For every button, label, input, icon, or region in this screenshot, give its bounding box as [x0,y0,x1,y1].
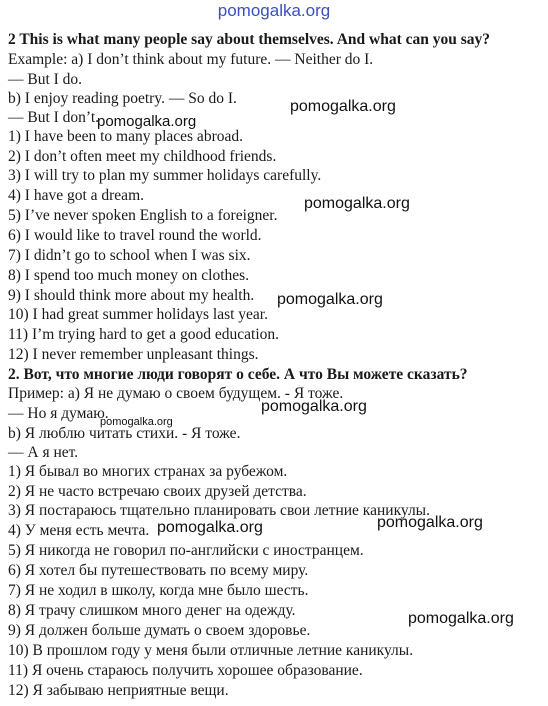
watermark: pomogalka.org [277,291,383,308]
russian-item: 5) Я никогда не говорил по-английски с иностранцем. [8,542,364,559]
watermark: pomogalka.org [304,195,410,212]
russian-heading: 2. Вот, что многие люди говорят о себе. А что Вы можете сказать? [8,366,468,383]
russian-example-line: Пример: а) Я не думаю о своем будущем. - Я тоже. [8,385,344,402]
english-example-line: b) I enjoy reading poetry. — So do I. [8,90,237,107]
english-item: 6) I would like to travel round the world. [8,227,262,244]
english-item: 1) I have been to many places abroad. [8,128,243,145]
watermark: pomogalka.org [100,416,173,428]
english-item: 5) I’ve never spoken English to a foreigner. [8,207,278,224]
english-example-line: — But I don’t. [8,109,99,126]
watermark: pomogalka.org [261,398,367,415]
watermark: pomogalka.org [408,610,514,627]
english-heading: 2 This is what many people say about themselves. And what can you say? [8,31,491,48]
english-item: 11) I’m trying hard to get a good education. [8,326,280,343]
russian-example-line: — А я нет. [8,444,79,461]
watermark: pomogalka.org [377,514,483,531]
header-watermark: pomogalka.org [217,1,331,20]
english-item: 3) I will try to plan my summer holidays carefully. [8,167,322,184]
watermark: pomogalka.org [97,113,197,130]
russian-item: 8) Я трачу слишком много денег на одежду. [8,602,296,619]
russian-item: 9) Я должен больше думать о своем здоровье. [8,622,311,639]
watermark: pomogalka.org [290,98,396,115]
russian-item: 11) Я очень стараюсь получить хорошее образование. [8,662,363,679]
russian-item: 6) Я хотел бы путешествовать по всему миру. [8,562,309,579]
russian-item: 4) У меня есть мечта. [8,522,150,539]
english-item: 10) I had great summer holidays last year. [8,306,268,323]
russian-item: 1) Я бывал во многих странах за рубежом. [8,463,288,480]
russian-item: 7) Я не ходил в школу, когда мне было шесть. [8,582,309,599]
russian-item: 2) Я не часто встречаю своих друзей детства. [8,483,307,500]
english-item: 4) I have got a dream. [8,187,144,204]
english-example-line: — But I do. [8,71,83,88]
russian-item: 12) Я забываю неприятные вещи. [8,682,229,699]
english-example-line: Example: a) I don’t think about my future. — Neither do I. [8,51,374,68]
watermark: pomogalka.org [157,519,263,536]
russian-example-line: — Но я думаю. [8,405,109,422]
english-item: 12) I never remember unpleasant things. [8,346,259,363]
english-item: 7) I didn’t go to school when I was six. [8,247,251,264]
russian-example-line: b) Я люблю читать стихи. - Я тоже. [8,425,241,442]
english-item: 2) I don’t often meet my childhood friends. [8,148,277,165]
russian-item: 3) Я постараюсь тщательно планировать свои летние каникулы. [8,502,430,519]
english-item: 9) I should think more about my health. [8,287,255,304]
russian-item: 10) В прошлом году у меня были отличные летние каникулы. [8,642,414,659]
english-item: 8) I spend too much money on clothes. [8,267,250,284]
